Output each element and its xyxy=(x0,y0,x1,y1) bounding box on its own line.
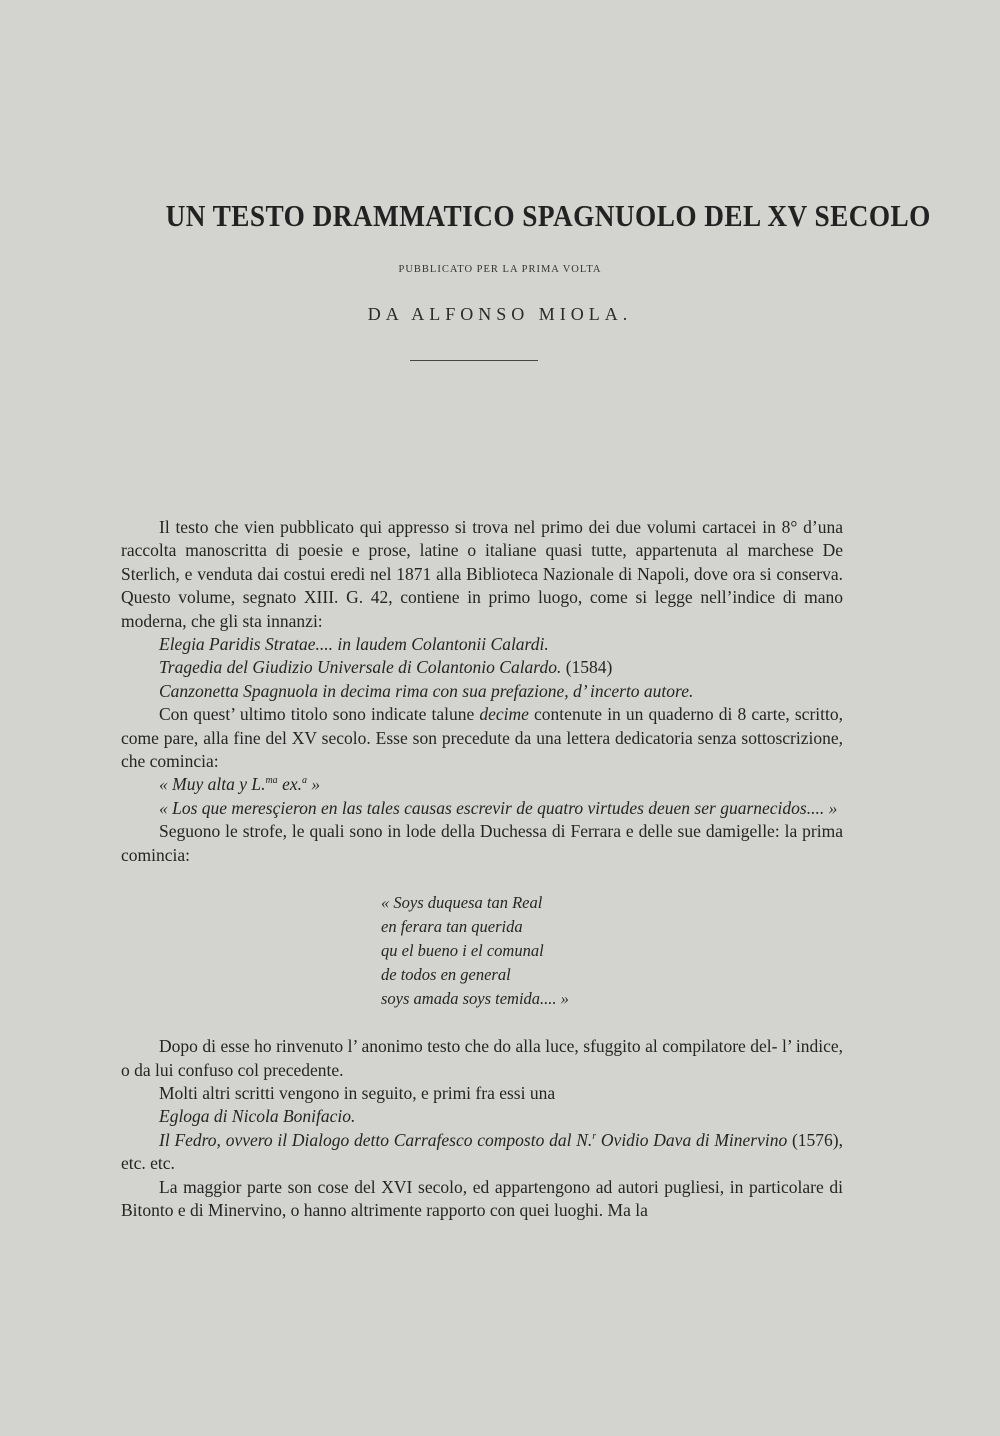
list-item: Il Fedro, ovvero il Dialogo detto Carrafesco composto dal N.$^r$ Ovidio Dava di Minervino (1576), etc. etc. xyxy=(121,1129,844,1174)
verse-line: qu el bueno i el comunal xyxy=(381,941,544,961)
verse-line: de todos en general xyxy=(381,965,511,985)
list-item-title: Tragedia del Giudizio Universale di Colantonio Calardo. xyxy=(159,657,562,678)
paragraph-3: Seguono le strofe, le quali sono in lode della Duchessa di Ferrara e delle sue damigelle: la prima comincia: xyxy=(121,821,843,865)
article-body xyxy=(121,516,843,1222)
list-item: Canzonetta Spagnuola in decima rima con sua prefazione, d’ incerto autore. xyxy=(159,680,694,701)
article-subtitle: PUBBLICATO PER LA PRIMA VOLTA xyxy=(398,264,602,275)
list-item: Egloga di Nicola Bonifacio. xyxy=(159,1106,356,1127)
paragraph-4: Dopo di esse ho rinvenuto l’ anonimo testo che do alla luce, sfuggito al compilatore del- l’ indice, o da lui confuso col precedente. xyxy=(121,1036,843,1080)
quote-2: « Los que meresçieron en las tales causas escrevir de quatro virtudes deuen ser guarnecidos.... » xyxy=(159,797,838,818)
decime-term: decime xyxy=(479,704,529,725)
verse-block xyxy=(381,891,843,1011)
verse-line: soys amada soys temida.... » xyxy=(381,989,569,1009)
list-item: Elegia Paridis Stratae.... in laudem Colantonii Calardi. xyxy=(159,634,549,655)
paragraph-2: Con quest’ ultimo titolo sono indicate talune decime contenute in un quaderno di 8 carte, scritto, come pare, alla fine del XV secolo. Esse son precedute da una lettera dedicatoria senza sottoscrizione, che comincia: xyxy=(121,704,843,772)
article-author: DA ALFONSO MIOLA. xyxy=(367,304,633,324)
quote-1: « Muy alta y L.$^{ma}$ ex.$^a$ » xyxy=(159,774,321,795)
paragraph-6: La maggior parte son cose del XVI secolo, ed appartengono ad autori pugliesi, in particolare di Bitonto e di Minervino, o hanno altrimente rapporto con quei luoghi. Ma la xyxy=(121,1176,843,1220)
verse-line: « Soys duquesa tan Real xyxy=(381,893,543,913)
paragraph-1: Il testo che vien pubblicato qui appresso si trova nel primo dei due volumi cartacei in 8° d’una raccolta manoscritta di poesie e prose, latine o italiane quasi tutte, appartenuta al marchese De Sterlich, e venduta dai costui eredi nel 1871 alla Biblioteca Nazionale di Napoli, dove ora si conserva. Questo volume, segnato XIII. G. 42, contiene in primo luogo, come si legge nell’indice di mano moderna, che gli sta innanzi: xyxy=(121,517,843,631)
verse-line: en ferara tan querida xyxy=(381,917,523,937)
article-title: UN TESTO DRAMMATICO SPAGNUOLO DEL XV SECOLO xyxy=(165,198,931,233)
title-divider xyxy=(410,360,538,361)
list-item xyxy=(121,656,843,679)
paragraph-5: Molti altri scritti vengono in seguito, e primi fra essi una xyxy=(159,1082,556,1103)
list-item-year: (1584) xyxy=(565,657,613,678)
